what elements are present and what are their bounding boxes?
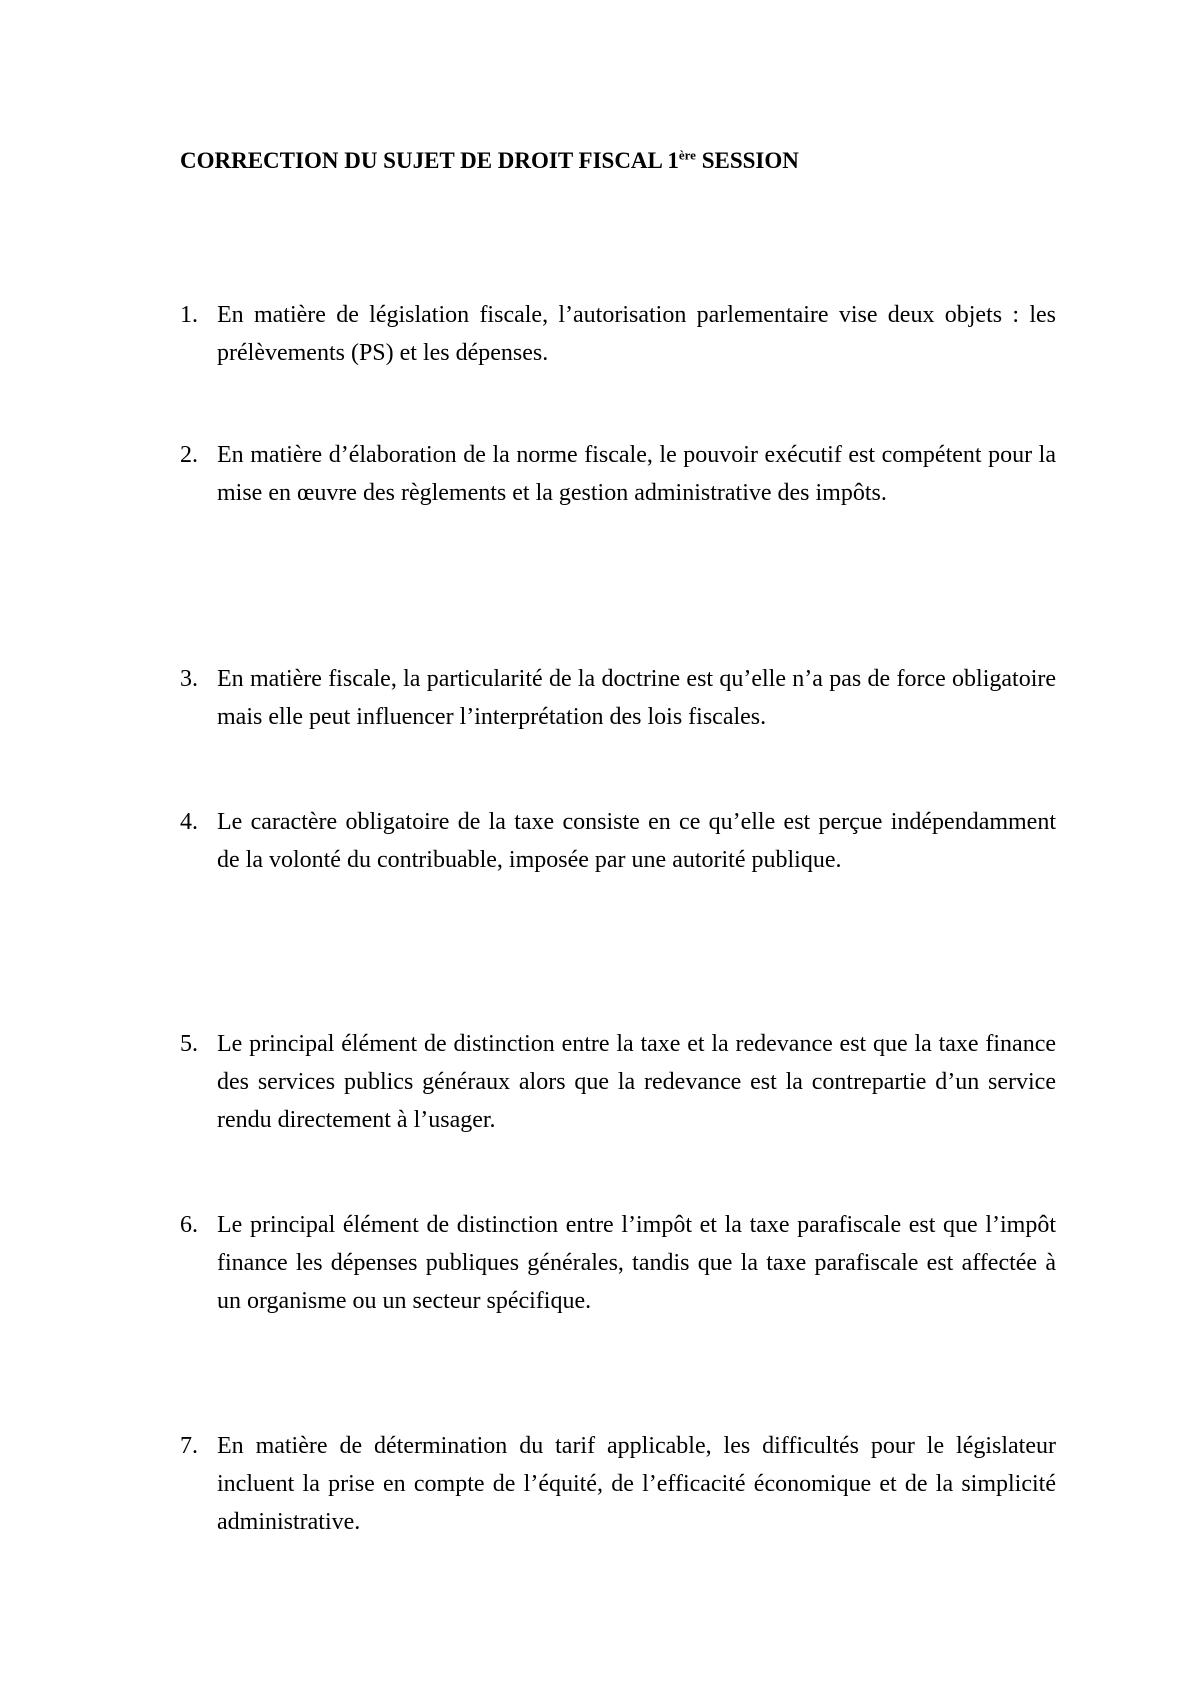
title-superscript: ère (678, 147, 696, 163)
answer-item-7 (180, 1427, 1056, 1541)
item-number: 3. (180, 666, 198, 692)
title-suffix: SESSION (695, 148, 799, 173)
item-number: 2. (180, 442, 198, 468)
item-number: 5. (180, 1031, 198, 1057)
item-text: En matière d’élaboration de la norme fiscale, le pouvoir exécutif est compétent pour la mise en œuvre des règlements et la gestion administrative des impôts. (217, 442, 1056, 506)
item-number: 1. (180, 302, 198, 328)
item-text: En matière fiscale, la particularité de la doctrine est qu’elle n’a pas de force obligatoire mais elle peut influencer l’interprétation des lois fiscales. (217, 666, 1056, 730)
item-text: Le principal élément de distinction entre l’impôt et la taxe parafiscale est que l’impôt finance les dépenses publiques générales, tandis que la taxe parafiscale est affectée à un organisme ou un secteur spécifique. (217, 1212, 1056, 1314)
answer-item-2 (180, 436, 1056, 512)
item-number: 6. (180, 1212, 198, 1238)
title-main: CORRECTION DU SUJET DE DROIT FISCAL 1 (180, 148, 679, 173)
item-text: Le caractère obligatoire de la taxe consiste en ce qu’elle est perçue indépendamment de la volonté du contribuable, imposée par une autorité publique. (217, 809, 1056, 873)
item-text: En matière de détermination du tarif applicable, les difficultés pour le législateur incluent la prise en compte de l’équité, de l’efficacité économique et de la simplicité administrative. (217, 1433, 1056, 1535)
item-text: Le principal élément de distinction entre la taxe et la redevance est que la taxe finance des services publics généraux alors que la redevance est la contrepartie d’un service rendu directement à l’usager. (217, 1031, 1056, 1133)
document-title (180, 143, 799, 179)
answer-item-4 (180, 803, 1056, 879)
item-number: 7. (180, 1433, 198, 1459)
item-text: En matière de législation fiscale, l’autorisation parlementaire vise deux objets : les prélèvements (PS) et les dépenses. (217, 302, 1056, 366)
answer-item-3 (180, 660, 1056, 736)
answer-item-1 (180, 296, 1056, 372)
item-number: 4. (180, 809, 198, 835)
answer-item-6 (180, 1206, 1056, 1320)
answer-item-5 (180, 1025, 1056, 1139)
